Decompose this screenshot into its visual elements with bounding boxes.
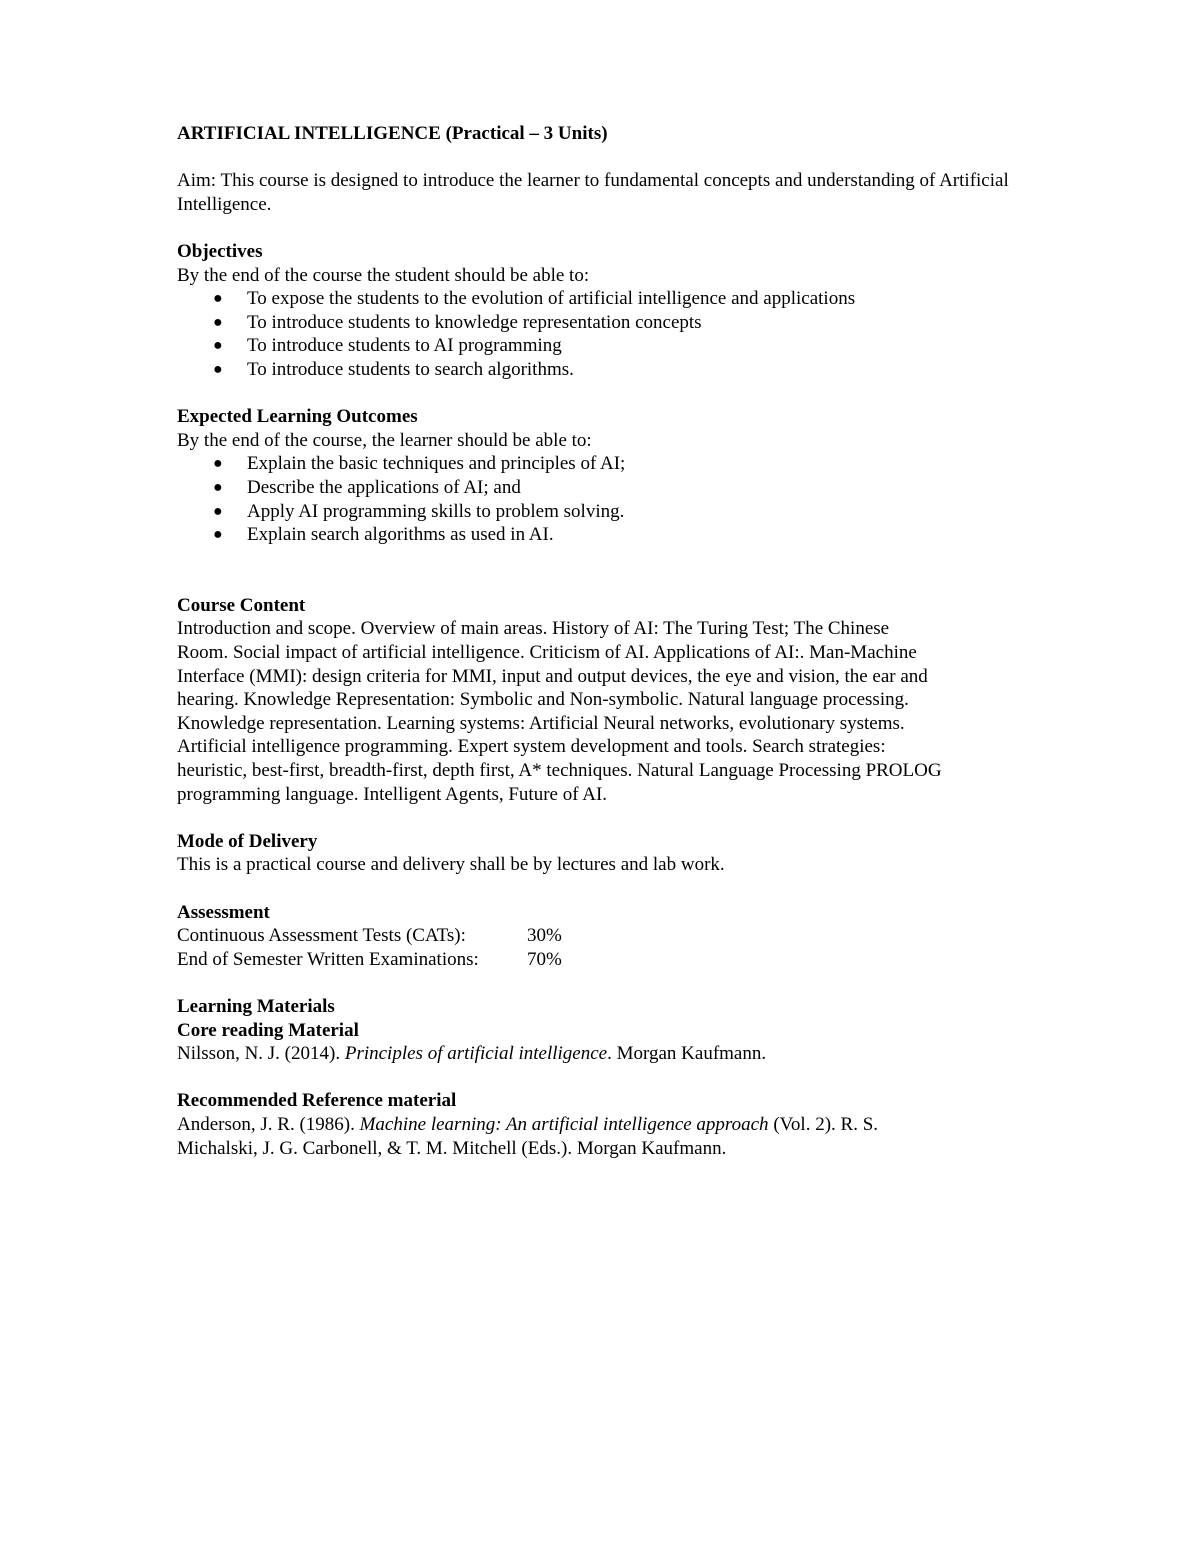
aim-paragraph: Aim: This course is designed to introduce the learner to fundamental concepts and understanding of Artificial Intelligence. — [177, 170, 1009, 215]
content-line: Room. Social impact of artificial intelligence. Criticism of AI. Applications of AI:. Man-Machine — [177, 642, 917, 664]
assessment-row — [177, 948, 1037, 972]
course-content-paragraph — [177, 617, 1037, 806]
list-item: ● To expose the students to the evolution of artificial intelligence and applications — [213, 288, 856, 310]
assessment-value: 30% — [527, 925, 562, 947]
bullet-icon: ● — [213, 313, 223, 331]
list-item: ● To introduce students to search algorithms. — [213, 358, 574, 380]
course-title: ARTIFICIAL INTELLIGENCE (Practical – 3 Units) — [177, 123, 608, 144]
assessment-label: End of Semester Written Examinations: — [177, 948, 479, 970]
content-line: Knowledge representation. Learning systems: Artificial Neural networks, evolutionary systems. — [177, 712, 905, 734]
learning-materials-heading: Learning Materials — [177, 995, 335, 1017]
recommended-reference: Anderson, J. R. (1986). Machine learning: An artificial intelligence approach (Vol. 2). R. S. Michalski, J. G. Carbonell, & T. M. Mitchell (Eds.). Morgan Kaufmann. — [177, 1113, 879, 1159]
outcomes-list — [177, 452, 1037, 546]
bullet-icon: ● — [213, 502, 223, 520]
list-item: ● Describe the applications of AI; and — [213, 476, 521, 498]
course-content-heading: Course Content — [177, 594, 306, 616]
list-item: ● To introduce students to AI programming — [213, 335, 562, 357]
objectives-intro: By the end of the course the student should be able to: — [177, 264, 590, 286]
assessment-label: Continuous Assessment Tests (CATs): — [177, 925, 466, 947]
document-page — [177, 122, 1037, 1160]
recommended-reference-title: Machine learning: An artificial intelligence approach — [359, 1113, 769, 1135]
core-reference: Nilsson, N. J. (2014). Principles of artificial intelligence. Morgan Kaufmann. — [177, 1043, 767, 1065]
content-line: Introduction and scope. Overview of main areas. History of AI: The Turing Test; The Chinese — [177, 618, 890, 640]
list-item: ● To introduce students to knowledge representation concepts — [213, 311, 702, 333]
assessment-row — [177, 924, 1037, 948]
recommended-reference-heading: Recommended Reference material — [177, 1090, 457, 1112]
delivery-text: This is a practical course and delivery shall be by lectures and lab work. — [177, 854, 725, 876]
list-item: ● Apply AI programming skills to problem solving. — [213, 500, 625, 522]
outcomes-intro: By the end of the course, the learner should be able to: — [177, 429, 592, 451]
content-line: Interface (MMI): design criteria for MMI, input and output devices, the eye and vision, the ear and — [177, 665, 928, 687]
objectives-heading: Objectives — [177, 240, 263, 262]
bullet-icon: ● — [213, 526, 223, 544]
content-line: heuristic, best-first, breadth-first, depth first, A* techniques. Natural Language Processing PROLOG — [177, 760, 942, 782]
bullet-icon: ● — [213, 337, 223, 355]
list-item: ● Explain search algorithms as used in AI. — [213, 524, 554, 546]
content-line: hearing. Knowledge Representation: Symbolic and Non-symbolic. Natural language processing. — [177, 689, 909, 711]
content-line: Artificial intelligence programming. Expert system development and tools. Search strategies: — [177, 736, 886, 758]
core-reading-heading: Core reading Material — [177, 1019, 359, 1041]
delivery-heading: Mode of Delivery — [177, 830, 318, 852]
content-line: programming language. Intelligent Agents, Future of AI. — [177, 783, 608, 805]
assessment-heading: Assessment — [177, 901, 270, 923]
bullet-icon: ● — [213, 478, 223, 496]
outcomes-heading: Expected Learning Outcomes — [177, 406, 418, 428]
bullet-icon: ● — [213, 290, 223, 308]
bullet-icon: ● — [213, 455, 223, 473]
core-reference-title: Principles of artificial intelligence — [344, 1043, 608, 1065]
assessment-value: 70% — [527, 948, 562, 970]
list-item: ● Explain the basic techniques and principles of AI; — [213, 453, 626, 475]
objectives-list — [177, 287, 1037, 381]
bullet-icon: ● — [213, 360, 223, 378]
